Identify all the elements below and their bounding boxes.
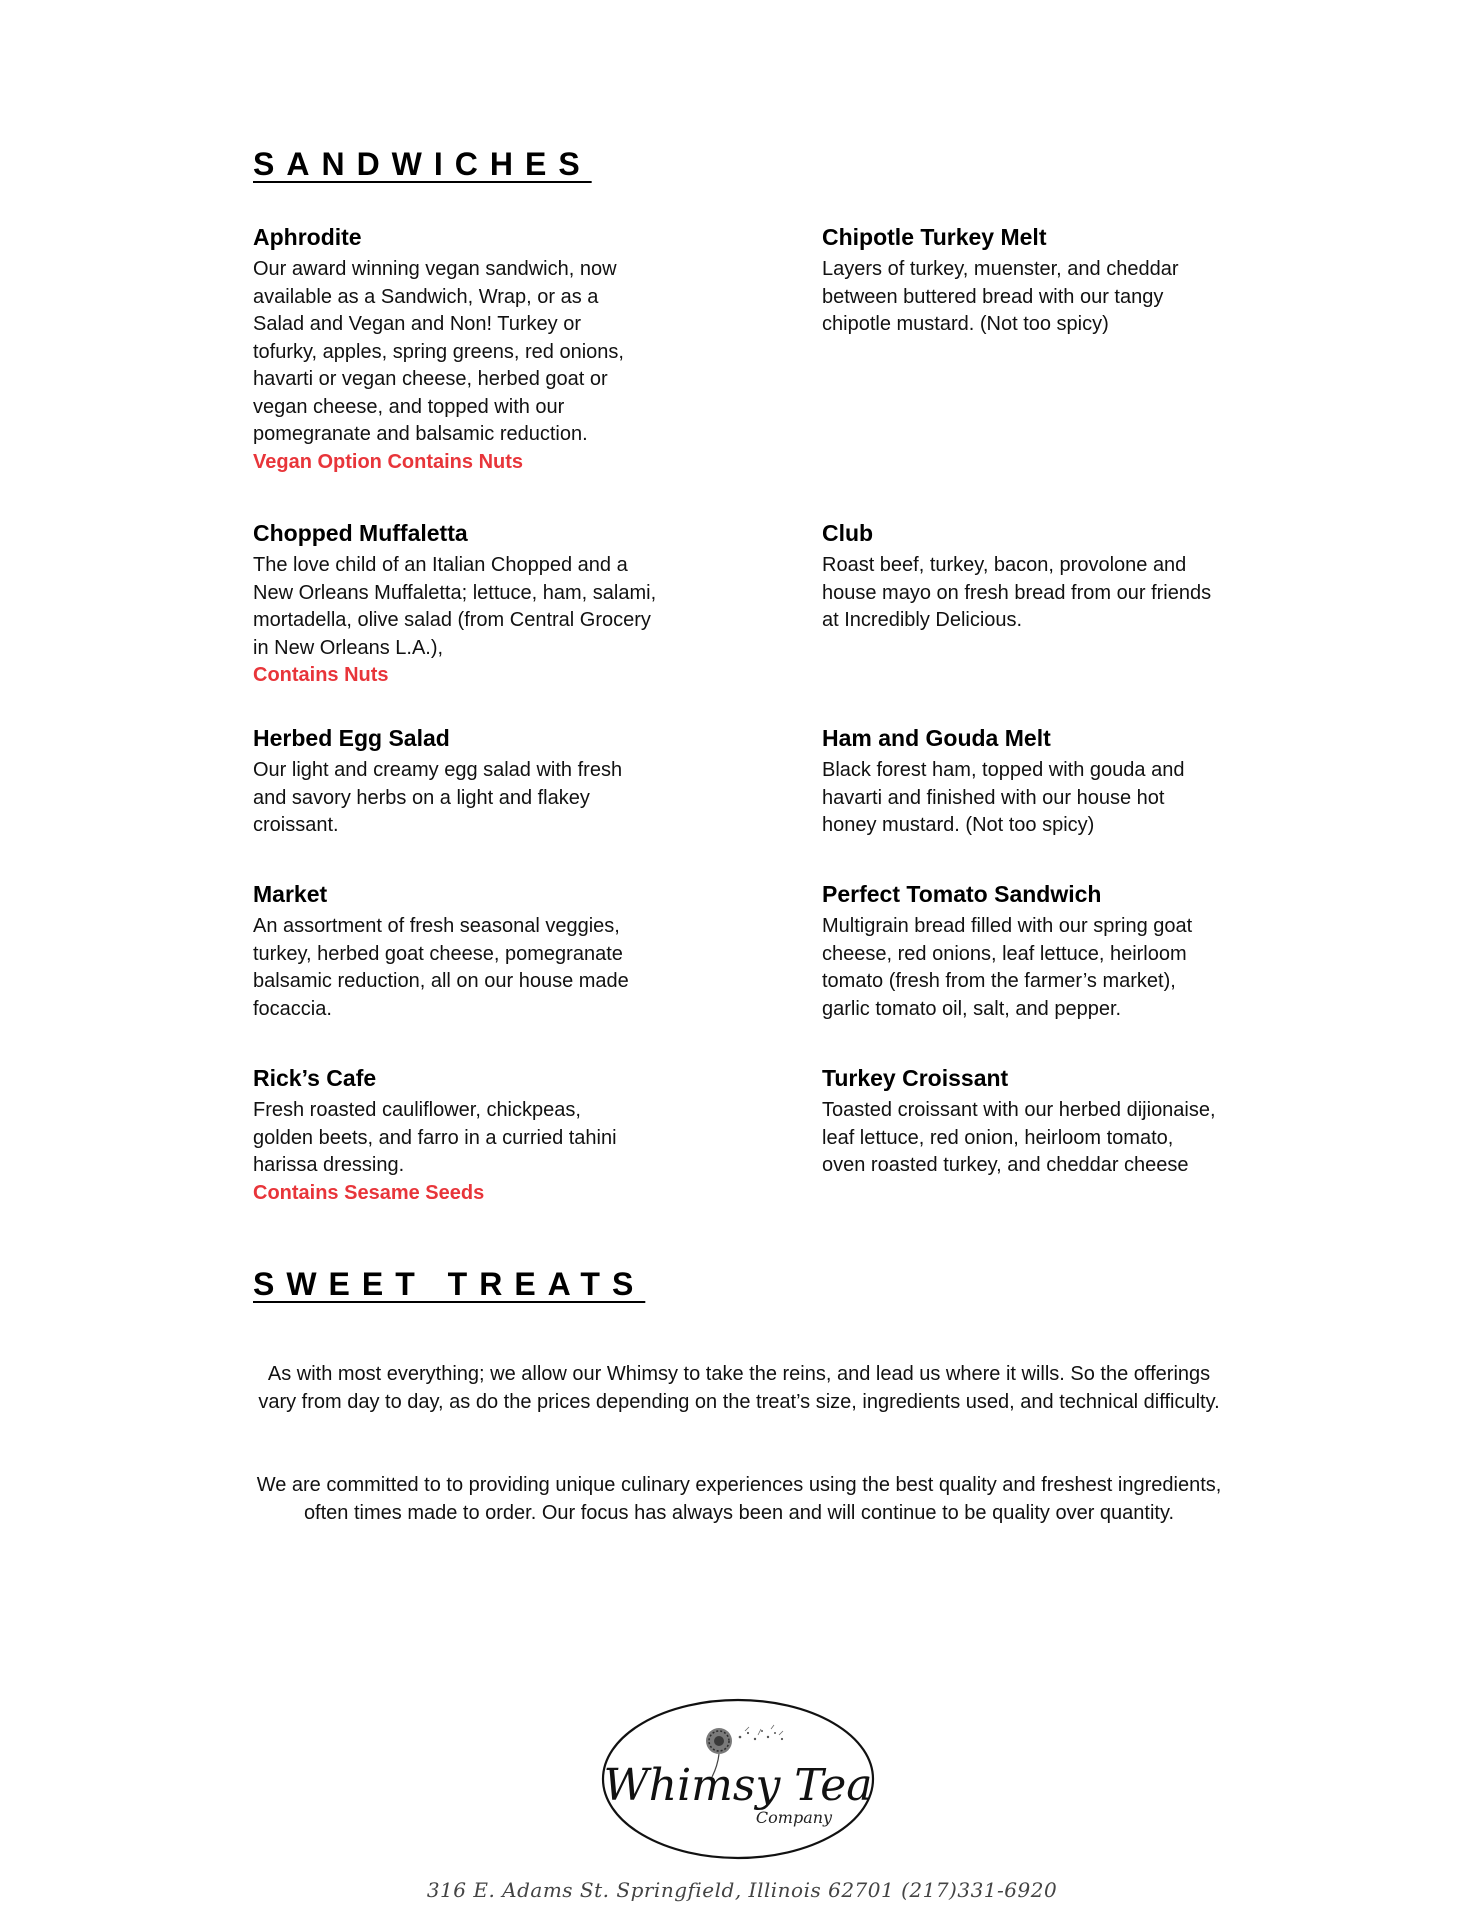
sandwiches-heading: SANDWICHES [253, 146, 592, 182]
item-description: Fresh roasted cauliflower, chickpeas, golden beets, and farro in a curried tahini harissa dressing. [253, 1099, 617, 1176]
item-name: Rick’s Cafe [253, 1065, 377, 1091]
item-name: Perfect Tomato Sandwich [822, 881, 1102, 907]
menu-item-turkey-croissant [822, 1063, 1242, 1180]
item-description: Roast beef, turkey, bacon, provolone and house mayo on fresh bread from our friends at Incredibly Delicious. [822, 554, 1212, 631]
allergen-note: Contains Nuts [253, 664, 389, 686]
item-description: Black forest ham, topped with gouda and havarti and finished with our house hot honey mustard. (Not too spicy) [822, 759, 1185, 836]
sweet-treats-paragraph-1: As with most everything; we allow our Whimsy to take the reins, and lead us where it wills. So the offerings vary from day to day, as do the prices depending on the treat’s size, ingredients used, and technical difficulty. [258, 1363, 1220, 1413]
item-description: An assortment of fresh seasonal veggies, turkey, herbed goat cheese, pomegranate balsamic reduction, all on our house made focaccia. [253, 915, 629, 1020]
allergen-note: Contains Sesame Seeds [253, 1181, 485, 1204]
sweet-treats-paragraph-2: We are committed to to providing unique culinary experiences using the best quality and freshest ingredients, often times made to order. Our focus has always been and will continue to be quality over quantity. [256, 1474, 1222, 1524]
menu-item-aphrodite [253, 222, 673, 476]
allergen-note: Vegan Option Contains Nuts [253, 450, 524, 473]
menu-item-club [822, 518, 1242, 635]
item-name: Chipotle Turkey Melt [822, 224, 1047, 250]
menu-item-ricks-cafe [253, 1063, 673, 1207]
item-description: Multigrain bread filled with our spring goat cheese, red onions, leaf lettuce, heirloom tomato (fresh from the farmer’s market), garlic tomato oil, salt, and pepper. [822, 915, 1193, 1020]
item-name: Market [253, 881, 328, 907]
menu-item-herbed-egg-salad [253, 723, 673, 840]
menu-item-market [253, 879, 673, 1023]
logo-wordmark: Whimsy Tea [603, 1760, 873, 1811]
item-name: Turkey Croissant [822, 1065, 1009, 1091]
item-name: Chopped Muffaletta [253, 520, 468, 546]
item-name: Herbed Egg Salad [253, 725, 450, 751]
logo-subtitle: Company [755, 1808, 833, 1827]
menu-item-chipotle-turkey-melt [822, 222, 1242, 339]
item-name: Club [822, 520, 874, 546]
sweet-treats-heading: SWEET TREATS [253, 1266, 646, 1302]
whimsy-tea-logo [598, 1693, 878, 1863]
item-description: Toasted croissant with our herbed dijionaise, leaf lettuce, red onion, heirloom tomato, oven roasted turkey, and cheddar cheese [822, 1099, 1216, 1176]
item-name: Ham and Gouda Melt [822, 725, 1051, 751]
menu-item-ham-and-gouda-melt [822, 723, 1242, 840]
footer-address: 316 E. Adams St. Springfield, Illinois 62701 (217)331-6920 [426, 1878, 1058, 1902]
menu-item-perfect-tomato-sandwich [822, 879, 1242, 1023]
item-description: Layers of turkey, muenster, and cheddar between buttered bread with our tangy chipotle mustard. (Not too spicy) [822, 258, 1179, 335]
item-description: The love child of an Italian Chopped and a New Orleans Muffaletta; lettuce, ham, salami, mortadella, olive salad (from Central Grocery in New Orleans L.A.), [253, 554, 657, 659]
item-description: Our light and creamy egg salad with fresh and savory herbs on a light and flakey croissant. [253, 759, 623, 836]
item-description: Our award winning vegan sandwich, now available as a Sandwich, Wrap, or as a Salad and Vegan and Non! Turkey or tofurky, apples, spring greens, red onions, havarti or vegan cheese, herbed goat or vegan cheese, and topped with our pomegranate and balsamic reduction. [253, 258, 624, 445]
menu-item-chopped-muffaletta [253, 518, 673, 690]
item-name: Aphrodite [253, 224, 362, 250]
